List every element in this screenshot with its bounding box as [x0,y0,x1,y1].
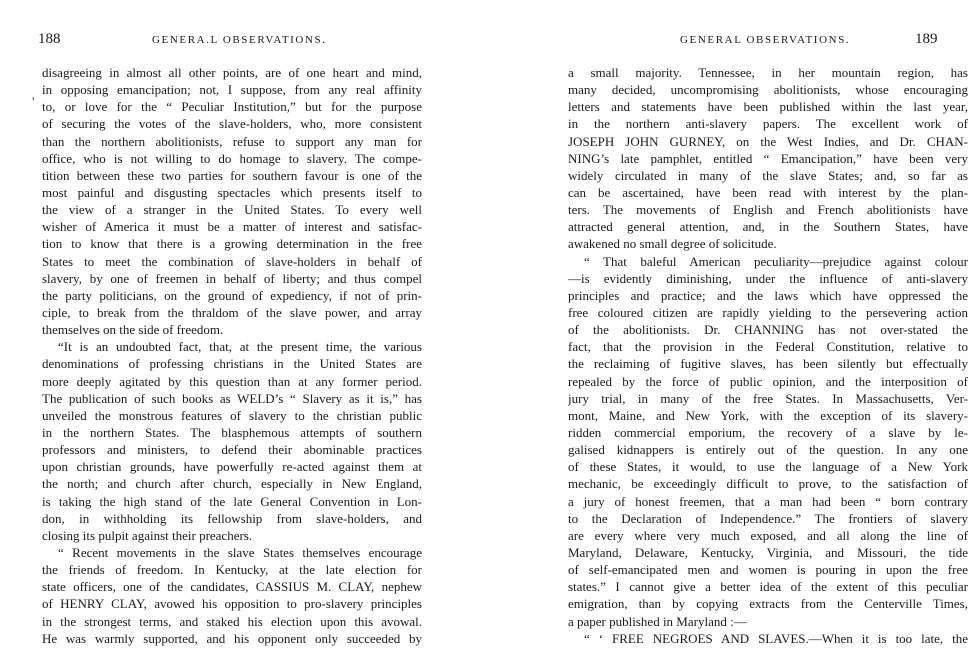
text-line: upon christian grounds, have powerfully re-acted against them at [42,459,422,475]
text-line: letters and statements have been published within the last year, [568,99,968,115]
text-line: the north; and church after church, especially in New England, [42,476,422,492]
text-line: professors and ministers, to defend their abominable practices [42,442,422,458]
text-line: denominations of professing christians in the United States are [42,356,422,372]
text-line: jury trial, in many of the free States. In Massachusetts, Ver- [568,390,968,406]
text-line: “It is an undoubted fact, that, at the present time, the various [58,339,422,355]
text-line: emigration, than by copying extracts from the Centerville Times, [568,596,968,612]
text-line: more deeply agitated by this question than at any former period. [42,373,422,389]
text-line: of the abolitionists. Dr. CHANNING has not over-stated the [568,322,968,338]
text-line: the friends of freedom. In Kentucky, at the late election for [42,562,422,578]
text-line: the view of a stranger in the United States. To every well [42,202,422,218]
text-line: widely circulated in many of the slave States; and, so far as [568,167,968,183]
text-line: awakened no small degree of solicitude. [568,236,777,252]
text-line: a jury of honest freemen, that a man had been “ born contrary [568,493,968,509]
text-line: a paper published in Maryland :— [568,613,747,629]
text-line: repealed by the force of public opinion, and the interposition of [568,373,968,389]
text-line: Maryland, Delaware, Kentucky, Virginia, and Missouri, the tide [568,544,968,560]
text-line: attracted general attention, and, in the Southern States, have [568,219,968,235]
text-line: than the northern abolitionists, refuse to support any man for [42,133,422,149]
text-line: the party politicians, on the ground of expediency, if not of prin- [42,287,422,303]
text-line: can be ascertained, have been read with interest by the plan- [568,184,968,200]
body-text [568,64,968,647]
running-head: GENERAL OBSERVATIONS. [680,34,851,46]
text-line: of HENRY CLAY, avowed his opposition to pro-slavery principles [42,596,422,612]
running-head: GENERA.L OBSERVATIONS. [152,34,327,46]
text-line: of self-emancipated men and women is pouring in upon the free [568,562,968,578]
text-line: don, in withholding its fellowship from slave-holders, and [42,510,422,526]
text-line: of these States, it would, to use the language of a New York [568,459,968,475]
text-line: a small majority. Tennessee, in her mountain region, has [568,65,968,80]
text-line: ridden commercial emporium, the recovery of a slave by le- [568,424,968,440]
text-line: States to meet the combination of slave-holders in behalf of [42,253,422,269]
left-page [0,0,470,656]
text-line: He was warmly supported, and his opponent only succeeded by [42,630,422,646]
text-line: state officers, one of the candidates, CASSIUS M. CLAY, nephew [42,579,422,595]
body-text [42,64,422,647]
text-line: of securing the votes of the slave-holders, who, more consistent [42,116,422,132]
text-line: tion to know that there is a growing determination in the free [42,236,422,252]
text-line: to the Declaration of Independence.” The frontiers of slavery [568,510,968,526]
text-line: office, who is not willing to do homage to slavery. The compe- [42,150,422,166]
text-line: NING’s late pamphlet, entitled “ Emancipation,” have been very [568,150,968,166]
page-number: 188 [38,31,61,47]
text-line: in the strongest terms, and staked his election upon this avowal. [42,613,422,629]
text-line: is taking the high stand of the late General Convention in Lon- [42,493,422,509]
text-line: —is evidently diminishing, under the influence of anti-slavery [568,270,968,286]
text-line: tition between these two parties for southern favour is one of the [42,167,422,183]
text-line: the reclaiming of fugitive slaves, has been silently but effectually [568,356,968,372]
text-line: mont, Maine, and New York, with the exception of its slavery- [568,407,968,423]
text-line: in the northern anti-slavery papers. The excellent work of [568,116,968,132]
text-line: The publication of such books as WELD’s “ Slavery as it is,” has [42,390,422,406]
right-page [520,0,980,656]
text-line: ciple, to break from the thraldom of the slave power, and array [42,304,422,320]
text-line: themselves on the side of freedom. [42,322,224,338]
text-line: unveiled the monstrous features of slavery to the christian public [42,407,422,423]
text-line: most painful and disgusting spectacles which presents itself to [42,184,422,200]
text-line: ters. The movements of English and French abolitionists have [568,202,968,218]
text-line: in opposing emancipation; not, I suppose, from any real affinity [42,82,422,98]
text-line: “ Recent movements in the slave States themselves encourage [58,544,422,560]
text-line: JOSEPH JOHN GURNEY, on the West Indies, and Dr. CHAN- [568,133,968,149]
margin-mark: ' [32,94,35,109]
text-line: states.” I cannot give a better idea of the extent of this peculiar [568,579,968,595]
text-line: many decided, uncompromising abolitionists, whose encouraging [568,82,968,98]
text-line: are every where very much exposed, and all along the line of [568,527,968,543]
text-line: fact, that the provision in the Federal Constitution, relative to [568,339,968,355]
text-line: wisher of America it must be a matter of interest and satisfac- [42,219,422,235]
page-number: 189 [915,31,938,47]
text-line: closing its pulpit against their preachers. [42,527,253,543]
text-line: disagreeing in almost all other points, are of one heart and mind, [42,65,422,80]
text-line: to, or love for the “ Peculiar Institution,” but for the purpose [42,99,422,115]
text-line: galised kidnappers is entirely out of the question. In any one [568,442,968,458]
text-line: free coloured citizen are rapidly yielding to the persevering action [568,304,968,320]
text-line: “ ‘ FREE NEGROES AND SLAVES.—When it is too late, the [584,630,968,646]
text-line: in the northern States. The blasphemous attempts of southern [42,424,422,440]
text-line: “ That baleful American peculiarity—prejudice against colour [584,253,968,269]
text-line: slavery, by one of freemen in behalf of liberty; and thus compel [42,270,422,286]
text-line: principles and practice; and the laws which have oppressed the [568,287,968,303]
text-line: mechanic, be exceedingly difficult to prove, to the satisfaction of [568,476,968,492]
